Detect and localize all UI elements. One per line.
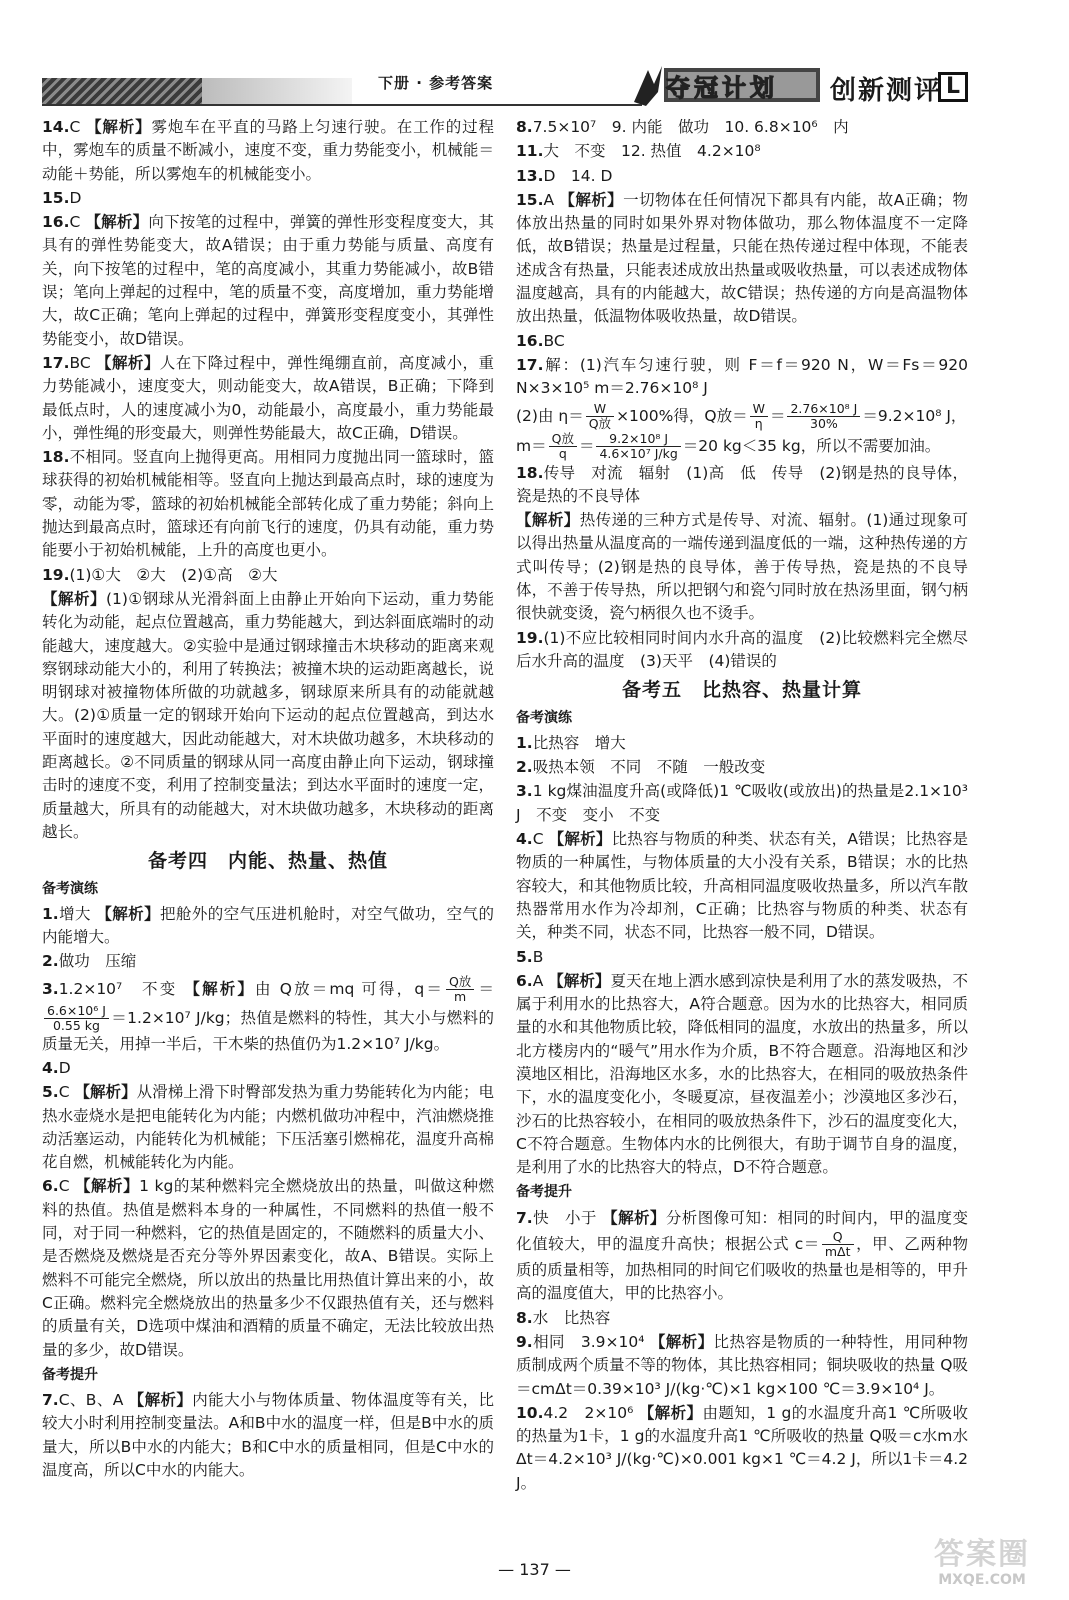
analysis-text: 9. 内能 做功 10. 6.8×10⁶ 内 <box>611 118 849 136</box>
answer-number: 10. <box>516 1403 544 1422</box>
answer-text: BC <box>69 353 97 372</box>
left-column <box>42 116 494 1483</box>
answer-number: 1. <box>42 904 59 923</box>
header-rule <box>42 104 642 106</box>
analysis-tag: 【解析】 <box>74 1177 140 1196</box>
analysis-text: 比热容是物质的一种特性，用同种物质制成两个质量不等的物体，其比热容相同；铜块吸收的热量 Q吸＝cmΔt＝0.39×10³ J/(kg·℃)×1 kg×100 ℃＝3.9×10⁴ J。 <box>516 1332 968 1398</box>
answer-text: ×100%得，Q放＝ <box>616 406 748 425</box>
answer-text: BC <box>543 331 565 350</box>
fraction-numerator: W <box>750 402 768 417</box>
answer-text: 相同 3.9×10⁴ <box>532 1332 650 1351</box>
answer-number: 8. <box>516 118 533 136</box>
analysis-text: 由 Q放＝mq 可得，q＝ <box>255 979 444 998</box>
answer-number: 6. <box>516 971 533 990</box>
fraction-denominator: q <box>558 445 567 461</box>
analysis-text: 热传递的三种方式是传导、对流、辐射。(1)通过现象可以得出热量从温度高的一端传递到温度低的一端，这种热传递的方式叫传导；(2)钢是热的良导体，善于传导热，瓷是热的不良导体，不善于传导热，所以把钢勺和瓷勺同时放在热汤里面，钢勺柄很快就变烫，瓷勺柄很久也不烫手。 <box>516 511 968 623</box>
analysis-text: 向下按笔的过程中，弹簧的弹性形变程度变大，其具有的弹性势能变大，故A错误；由于重力势能与质量、高度有关，向下按笔的过程中，笔的高度减小，其重力势能减小，故B错误；笔向上弹起的过程中，笔的质量不变，高度增加，重力势能增大，故C正确；笔向上弹起的过程中，弹簧形变程度变小，其弹性势能变小，故D错误。 <box>42 213 494 348</box>
analysis-text: 内能大小与物体质量、物体温度等有关，比较大小时利用控制变量法。A和B中水的温度一样，但是B中水的质量大，所以B中水的内能大；B和C中水的质量相同，但是C中水的温度高，所以C中水的内能大。 <box>42 1391 494 1480</box>
answer-number: 16. <box>42 213 70 232</box>
answer-number: 17. <box>516 355 544 374</box>
analysis-text: 从滑梯上滑下时臀部发热为重力势能转化为内能；电热水壶烧水是把电能转化为内能；内燃机做功冲程中，汽油燃烧推动活塞运动，内能转化为机械能；下压活塞引燃棉花，温度升高棉花自燃，机械能转化为内能。 <box>42 1083 494 1172</box>
brand-name: 创新测评 <box>830 76 943 106</box>
subsection-label: 备考提升 <box>516 1184 572 1201</box>
answer-item <box>516 330 968 353</box>
fraction-numerator: 6.6×10⁶ J <box>44 1004 109 1019</box>
answer-item <box>42 116 494 186</box>
answer-item <box>516 1331 968 1401</box>
answer-item <box>516 1307 968 1330</box>
answer-text: C <box>69 118 87 136</box>
answer-number: 18. <box>516 463 544 482</box>
answer-text: ＝9.2×10⁸ J， <box>862 406 967 425</box>
answer-text: ＝ <box>578 436 595 455</box>
answer-text: 增大 <box>58 904 97 923</box>
watermark-top: 答案圈 <box>934 1537 1030 1572</box>
answer-item <box>42 975 494 1056</box>
analysis-text: ，甲、乙两种物质的质量相等，加热相同的时间它们吸收的热量也是相等的，甲升高的温度值大，甲的比热容小。 <box>516 1235 968 1303</box>
answer-text: 水 比热容 <box>532 1308 611 1327</box>
analysis-tag: 【解析】 <box>74 1083 137 1102</box>
answer-item <box>516 189 968 329</box>
analysis-tag: 【解析】 <box>548 830 612 849</box>
fraction <box>44 1004 109 1033</box>
analysis-tag: 【解析】 <box>649 1332 714 1351</box>
answer-text: A <box>532 971 549 990</box>
answer-text: C <box>58 1177 75 1196</box>
analysis-text: 雾炮车在平直的马路上匀速行驶。在工作的过程中，雾炮车的质量不断减小，速度不变，重力势能变小，机械能＝动能＋势能，所以雾炮车的机械能变小。 <box>42 118 494 183</box>
page-number: — 137 — <box>498 1560 571 1579</box>
answer-number: 3. <box>42 979 59 998</box>
answer-number: 14. <box>42 118 70 136</box>
answer-text: 比热容 增大 <box>532 733 626 752</box>
answer-item <box>516 828 968 944</box>
answer-item <box>516 780 968 827</box>
brand-mark: L <box>938 72 968 102</box>
analysis-text: ＝1.2×10⁷ J/kg；热值是燃料的特性，其大小与燃料的质量无关，用掉一半后，干木柴的热值仍为1.2×10⁷ J/kg。 <box>42 1008 494 1053</box>
subsection-label: 备考演练 <box>42 880 98 897</box>
answer-number: 15. <box>516 190 544 209</box>
answer-item <box>42 1057 494 1080</box>
answer-number: 4. <box>516 830 533 849</box>
answer-item <box>42 1389 494 1482</box>
section-heading: 备考五 比热容、热量计算 <box>621 679 862 702</box>
answer-number: 7. <box>516 1208 533 1227</box>
fraction <box>446 975 474 1004</box>
answer-number: 19. <box>516 628 544 647</box>
subsection-label: 备考提升 <box>42 1366 98 1383</box>
fraction-denominator: 0.55 kg <box>52 1017 100 1033</box>
fraction-numerator: Q <box>822 1230 854 1245</box>
page-header <box>0 0 1069 120</box>
answer-number: 18. <box>42 448 70 467</box>
answer-number: 15. <box>42 188 70 207</box>
answer-item <box>516 165 968 188</box>
right-column <box>516 116 968 1496</box>
answer-text: C <box>58 1083 75 1102</box>
answer-text: 不相同。竖直向上抛得更高。用相同力度抛出同一篮球时，篮球获得的初始机械能相等。竖直向上抛达到最高点时，球的速度为零，动能为零，篮球的初始机械能全部转化成了重力势能；斜向上抛达到最高点时，篮球还有向前飞行的速度，仍具有动能，重力势能要小于初始机械能，上升的高度也更小。 <box>42 448 494 560</box>
answer-item <box>516 140 968 163</box>
analysis-tag: 【解析】 <box>548 971 611 990</box>
answer-item <box>516 116 968 139</box>
analysis-text: 比热容与物质的种类、状态有关，A错误；比热容是物质的一种属性，与物体质量的大小没有关系，B错误；水的比热容较大，和其他物质比较，升高相同温度吸收热量多，所以汽车散热器常用水作为冷却剂，C正确；比热容与物质的种类、状态有关，种类不同，状态不同，比热容一般不同，D错误。 <box>516 830 969 942</box>
answer-text: D <box>69 188 82 207</box>
answer-text: m＝ <box>516 436 547 455</box>
answer-number: 4. <box>42 1058 59 1077</box>
answer-text: ＝20 kg＜35 kg，所以不需要加油。 <box>682 436 941 455</box>
answer-number: 5. <box>42 1083 59 1102</box>
answer-text: 7.5×10⁷ <box>532 118 612 136</box>
answer-text: 做功 压缩 <box>58 952 137 971</box>
fraction-denominator: Q放 <box>588 415 612 431</box>
fraction <box>586 402 614 431</box>
answer-number: 3. <box>516 782 533 801</box>
answer-item <box>516 509 968 625</box>
header-decor-gradient <box>202 78 352 104</box>
analysis-tag: 【解析】 <box>602 1208 666 1227</box>
fraction-numerator: W <box>586 402 614 417</box>
fraction-denominator: mΔt <box>824 1244 851 1260</box>
answer-item <box>42 1081 494 1174</box>
analysis-tag: 【解析】 <box>638 1403 703 1422</box>
analysis-tag: 【解析】 <box>184 979 256 998</box>
answer-item <box>42 1175 494 1361</box>
answer-text: B <box>532 947 544 966</box>
answer-text: 解：(1)汽车匀速行驶，则 F＝f＝920 N，W＝Fs＝920 N×3×10⁵ m＝2.76×10⁸ J <box>516 355 968 398</box>
answer-text: C <box>69 213 86 232</box>
analysis-text: 人在下降过程中，弹性绳绷直前，高度减小，重力势能减小，速度变大，则动能变大，故A错误，B正确；下降到最低点时，人的速度减小为0，动能最小，高度最小，重力势能最小，弹性绳的形变最大，则弹性势能最大，故C正确，D错误。 <box>42 353 494 442</box>
answer-text: 4.2 2×10⁶ <box>543 1403 639 1422</box>
answer-item <box>516 1207 968 1306</box>
answer-item <box>516 627 968 674</box>
answer-item <box>42 564 494 587</box>
fraction <box>750 402 768 431</box>
section-heading: 备考四 内能、热量、热值 <box>147 850 388 873</box>
fraction-numerator: 2.76×10⁸ J <box>787 402 860 417</box>
watermark-bottom: MXQE.COM <box>938 1572 1026 1588</box>
answer-number: 2. <box>516 758 533 777</box>
analysis-text: 分析图像可知：相同的时间内，甲的温度变化值较大，甲的温度升高快；根据公式 c＝ <box>516 1208 968 1254</box>
fraction-denominator: 30% <box>810 415 838 431</box>
analysis-text: 一切物体在任何情况下都具有内能，故A正确；物体放出热量的同时如果外界对物体做功，那么物体温度不一定降低，故B错误；热量是过程量，只能在热传递过程中体现，不能表述成含有热量，只能表述成放出热量或吸收热量，可以表述成物体温度越高，具有的内能越大，故C错误；热传递的方向是高温物体放出热量，低温物体吸收热量，故D错误。 <box>516 190 968 326</box>
answer-number: 2. <box>42 952 59 971</box>
analysis-text: 1 kg的某种燃料完全燃烧放出的热量，叫做这种燃料的热值。热值是燃料本身的一种属性，不同燃料的热值一般不同，对于同一种燃料，它的热值是固定的，不随燃料的质量大小、是否燃烧及燃烧是否充分等外界因素变化，故A、B错误。实际上燃料不可能完全燃烧，所以放出的热量比用热值计算出来的小，故C正确。燃料完全燃烧放出的热量多少不仅跟热值有关，还与燃料的质量有关，D选项中煤油和酒精的质量不确定，无法比较放出热量的多少，故D错误。 <box>42 1177 495 1359</box>
answer-number: 19. <box>42 565 70 584</box>
answer-number: 11. <box>516 142 544 161</box>
fraction-denominator: m <box>454 988 467 1004</box>
logo-text: 夺冠计划 <box>666 74 778 102</box>
answer-text: (1)①大 ②大 (2)①高 ②大 <box>69 565 278 584</box>
answer-item <box>516 756 968 779</box>
answer-number: 7. <box>42 1391 59 1410</box>
subsection-label: 备考演练 <box>516 709 572 726</box>
answer-text: 大 不变 12. 热值 4.2×10⁸ <box>543 142 761 161</box>
answer-item <box>42 588 494 844</box>
answer-item <box>516 432 968 461</box>
answer-text: (1)不应比较相同时间内水升高的温度 (2)比较燃料完全燃尽后水升高的温度 (3)天平 (4)错误的 <box>516 628 968 670</box>
answer-text: 1 kg煤油温度升高(或降低)1 ℃吸收(或放出)的热量是2.1×10³ J 不变 变小 不变 <box>516 782 968 824</box>
answer-text: 快 小于 <box>532 1208 603 1227</box>
answer-number: 1. <box>516 733 533 752</box>
answer-number: 9. <box>516 1332 533 1351</box>
analysis-tag: 【解析】 <box>96 904 161 923</box>
answer-number: 13. <box>516 166 544 185</box>
fraction <box>596 432 680 461</box>
header-decor-bar <box>42 78 202 104</box>
answer-text: ＝ <box>769 406 786 425</box>
answer-item <box>516 1402 968 1495</box>
answer-item <box>42 187 494 210</box>
fraction-denominator: η <box>754 415 763 431</box>
answer-number: 6. <box>42 1177 59 1196</box>
answer-text: A <box>543 190 560 209</box>
answer-item <box>516 732 968 755</box>
answer-item <box>516 354 968 401</box>
fraction <box>822 1230 854 1259</box>
answer-text: D <box>58 1058 71 1077</box>
answer-item <box>42 446 494 562</box>
answer-item <box>42 211 494 351</box>
answer-item <box>42 352 494 445</box>
answer-item <box>42 950 494 973</box>
answer-text: 吸热本领 不同 不随 一般改变 <box>532 758 766 777</box>
analysis-tag: 【解析】 <box>86 118 152 136</box>
answer-item <box>42 903 494 950</box>
analysis-text: ＝ <box>476 979 494 998</box>
answer-number: 5. <box>516 947 533 966</box>
answer-item <box>516 402 968 431</box>
analysis-tag: 【解析】 <box>516 511 580 530</box>
watermark-logo <box>922 1538 1042 1596</box>
answer-number: 16. <box>516 331 544 350</box>
analysis-text: 夏天在地上洒水感到凉快是利用了水的蒸发吸热，不属于利用水的比热容大，A符合题意。因为水的比热容大，相同质量的水和其他物质比较，降低相同的温度，水放出的热量多，所以北方楼房内的“暖气”用水作为介质，B不符合题意。沿海地区和沙漠地区相比，沿海地区水多，水的比热容大，在相同的吸放热条件下，水的温度变化小，冬暖夏凉，昼夜温差小；沙漠地区多沙石，沙石的比热容较小，在相同的吸放热条件下，沙石的温度变化大，C不符合题意。生物体内水的比例很大，有助于调节自身的温度，是利用了水的比热容大的特点，D不符合题意。 <box>516 971 968 1177</box>
answer-text: 传导 对流 辐射 (1)高 低 传导 (2)钢是热的良导体，瓷是热的不良导体 <box>516 463 968 505</box>
analysis-text: (1)①钢球从光滑斜面上由静止开始向下运动，重力势能转化为动能，起点位置越高，重力势能越大，到达斜面底端时的动能越大，速度越大。②实验中是通过钢球撞击木块移动的距离来观察钢球动能大小的，利用了转换法；被撞木块的运动距离越长，说明钢球对被撞物体所做的功就越多，钢球原来所具有的动能就越大。(2)①质量一定的钢球开始向下运动的起点位置越高，到达水平面时的速度越大，因此动能越大，对木块做功越多，木块移动的距离越长。②不同质量的钢球从同一高度由静止向下运动，钢球撞击时的速度不变，利用了控制变量法；到达水平面时的速度一定，质量越大，所具有的动能越大，对木块做功越多，木块移动的距离越长。 <box>42 589 494 841</box>
analysis-text: 把舱外的空气压进机舱时，对空气做功，空气的内能增大。 <box>42 904 494 947</box>
fraction-numerator: Q放 <box>549 432 577 447</box>
fraction <box>549 432 577 461</box>
answer-text: C <box>532 830 549 849</box>
answer-text: C、B、A <box>58 1391 129 1410</box>
fraction-numerator: 9.2×10⁸ J <box>596 432 680 447</box>
answer-item <box>516 970 968 1180</box>
analysis-tag: 【解析】 <box>85 213 149 232</box>
fraction <box>787 402 860 431</box>
answer-item <box>516 462 968 509</box>
answer-text: 1.2×10⁷ 不变 <box>58 979 185 998</box>
answer-text: (2)由 η＝ <box>516 406 584 425</box>
answer-number: 17. <box>42 353 70 372</box>
answer-item <box>516 946 968 969</box>
fraction-numerator: Q放 <box>446 975 474 990</box>
answer-number: 8. <box>516 1308 533 1327</box>
fraction-denominator: 4.6×10⁷ J/kg <box>599 445 678 461</box>
answer-text: D 14. D <box>543 166 613 185</box>
analysis-tag: 【解析】 <box>128 1391 193 1410</box>
analysis-tag: 【解析】 <box>42 589 106 608</box>
header-title: 下册 · 参考答案 <box>378 74 494 92</box>
analysis-tag: 【解析】 <box>559 190 624 209</box>
analysis-tag: 【解析】 <box>96 353 160 372</box>
analysis-text: 由题知，1 g的水温度升高1 ℃所吸收的热量为1卡，1 g的水温度升高1 ℃所吸收的热量 Q吸＝c水m水Δt＝4.2×10³ J/(kg·℃)×0.001 kg×1 ℃＝4.2 J，所以1卡＝4.2 J。 <box>516 1403 968 1492</box>
